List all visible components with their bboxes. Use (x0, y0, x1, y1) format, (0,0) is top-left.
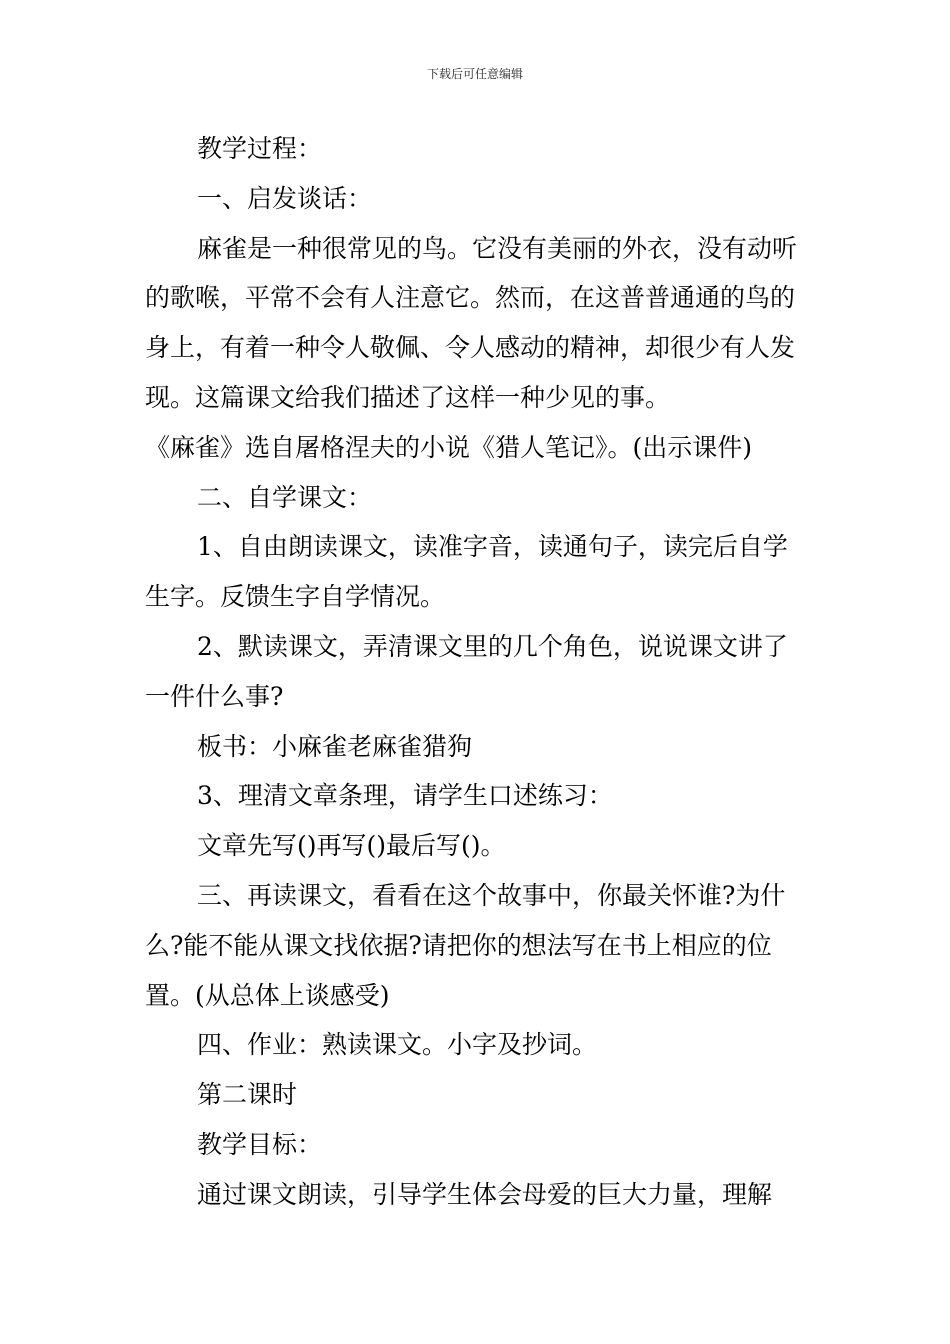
paragraph-section-two-heading: 二、自学课文： (197, 482, 373, 512)
paragraph-step-1: 1、自由朗读课文，读准字音，读通句子，读完后自学生字。反馈生字自学情况。 (145, 532, 788, 612)
paragraph-sparrow-intro: 麻雀是一种很常见的鸟。它没有美丽的外衣，没有动听的歌喉，平常不会有人注意它。然而，在这普普通通的鸟的身上，有着一种令人敬佩、令人感动的精神，却很少有人发现。这篇课文给我们描述了这样一种少见的事。 (145, 233, 798, 412)
paragraph-teaching-goals: 教学目标： (197, 1129, 323, 1159)
paragraph-board-writing: 板书：小麻雀老麻雀猎狗 (197, 731, 473, 761)
document-body (145, 124, 810, 1220)
paragraph-step-3: 3、理清文章条理，请学生口述练习： (197, 781, 613, 811)
paragraph-step-2: 2、默读课文，弄清课文里的几个角色，说说课文讲了一件什么事? (145, 631, 788, 711)
paragraph-goal-text: 通过课文朗读，引导学生体会母爱的巨大力量，理解 (197, 1179, 773, 1209)
paragraph-structure-blank: 文章先写()再写()最后写()。 (197, 831, 506, 861)
paragraph-source-note: 《麻雀》选自屠格涅夫的小说《猎人笔记》。(出示课件) (145, 432, 753, 462)
page-header-note: 下载后可任意编辑 (426, 67, 523, 81)
paragraph-section-four-homework: 四、作业：熟读课文。小字及抄词。 (197, 1030, 598, 1060)
paragraph-section-three: 三、再读课文，看看在这个故事中，你最关怀谁?为什么?能不能从课文找依据?请把你的想法写在书上相应的位置。(从总体上谈感受) (145, 880, 786, 1010)
paragraph-second-lesson: 第二课时 (197, 1080, 298, 1110)
paragraph-section-one-heading: 一、启发谈话： (197, 183, 373, 213)
paragraph-teaching-process: 教学过程： (197, 134, 323, 163)
